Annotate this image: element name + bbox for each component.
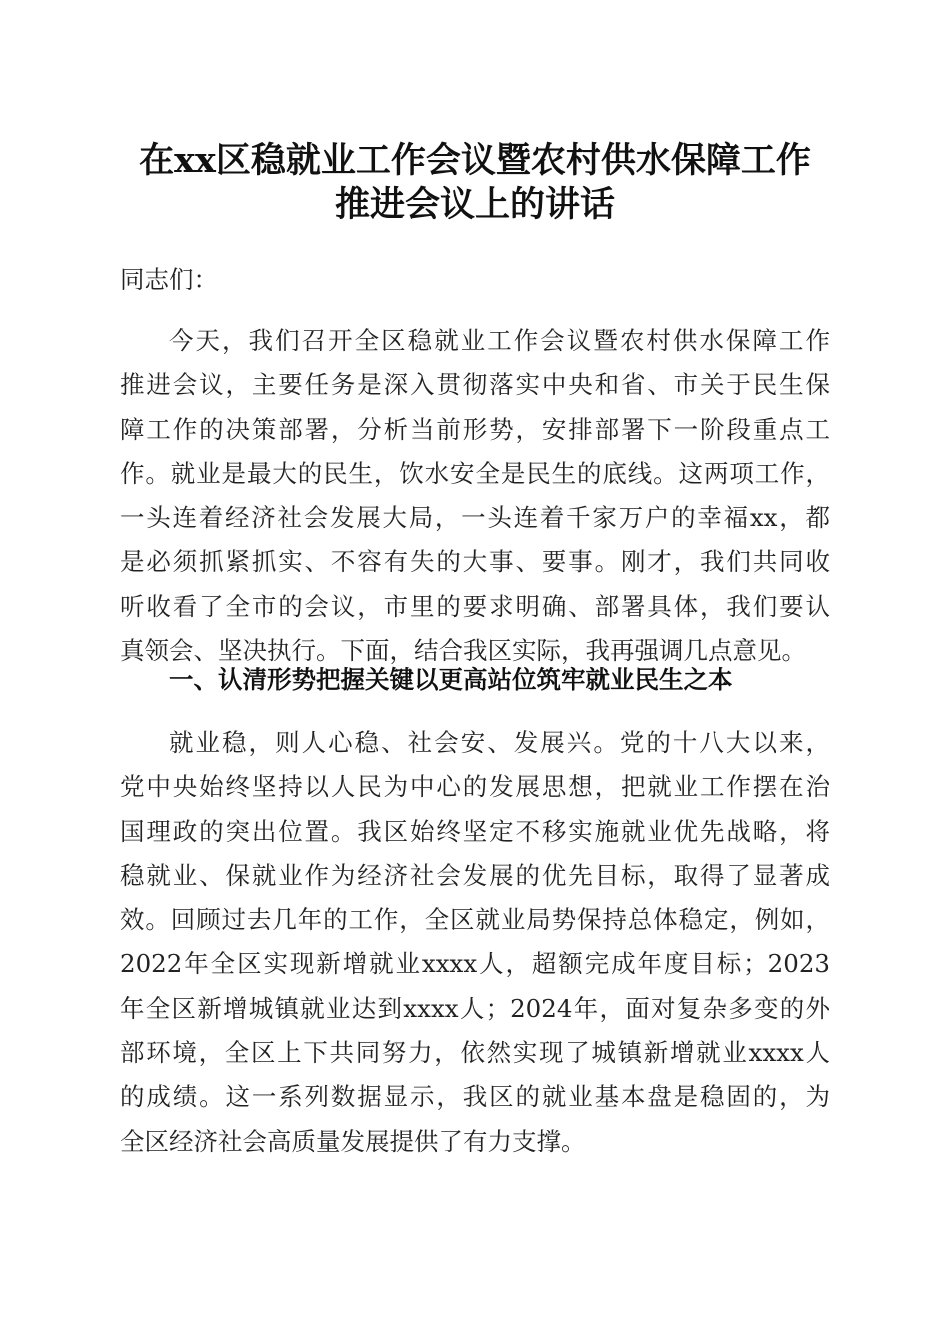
paragraph-line: 一头连着经济社会发展大局，一头连着千家万户的幸福xx，都	[120, 503, 830, 533]
paragraph-line: 真领会、坚决执行。下面，结合我区实际，我再强调几点意见。	[120, 636, 806, 666]
paragraph-line: 推进会议，主要任务是深入贯彻落实中央和省、市关于民生保	[120, 370, 830, 400]
paragraph-line: 部环境，全区上下共同努力，依然实现了城镇新增就业xxxx人	[120, 1038, 830, 1068]
paragraph-line: 听收看了全市的会议，市里的要求明确、部署具体，我们要认	[120, 591, 830, 621]
paragraph-line: 是必须抓紧抓实、不容有失的大事、要事。刚才，我们共同收	[120, 547, 830, 577]
paragraph-line: 国理政的突出位置。我区始终坚定不移实施就业优先战略，将	[120, 816, 830, 846]
paragraph-line: 今天，我们召开全区稳就业工作会议暨农村供水保障工作	[169, 326, 830, 355]
document-title-line-2: 推进会议上的讲话	[334, 184, 615, 225]
paragraph-line: 障工作的决策部署，分析当前形势，安排部署下一阶段重点工	[120, 414, 830, 444]
paragraph-line: 就业稳，则人心稳、社会安、发展兴。党的十八大以来，	[169, 728, 830, 757]
paragraph-line: 作。就业是最大的民生，饮水安全是民生的底线。这两项工作，	[120, 458, 830, 488]
paragraph-line: 全区经济社会高质量发展提供了有力支撑。	[120, 1126, 586, 1156]
section-heading: 一、认清形势把握关键以更高站位筑牢就业民生之本	[169, 665, 733, 694]
paragraph-line: 的成绩。这一系列数据显示，我区的就业基本盘是稳固的，为	[120, 1082, 830, 1112]
paragraph-line: 2022年全区实现新增就业xxxx人，超额完成年度目标；2023	[120, 949, 830, 979]
paragraph-line: 党中央始终坚持以人民为中心的发展思想，把就业工作摆在治	[120, 772, 830, 802]
paragraph-line: 年全区新增城镇就业达到xxxx人；2024年，面对复杂多变的外	[120, 993, 830, 1023]
salutation: 同志们：	[120, 265, 218, 294]
intro-paragraph	[120, 319, 830, 673]
document-title-line-1: 在xx区稳就业工作会议暨农村供水保障工作	[139, 140, 811, 181]
paragraph-line: 效。回顾过去几年的工作，全区就业局势保持总体稳定，例如，	[120, 905, 830, 935]
paragraph-line: 稳就业、保就业作为经济社会发展的优先目标，取得了显著成	[120, 860, 830, 890]
section-paragraph	[120, 721, 830, 1164]
